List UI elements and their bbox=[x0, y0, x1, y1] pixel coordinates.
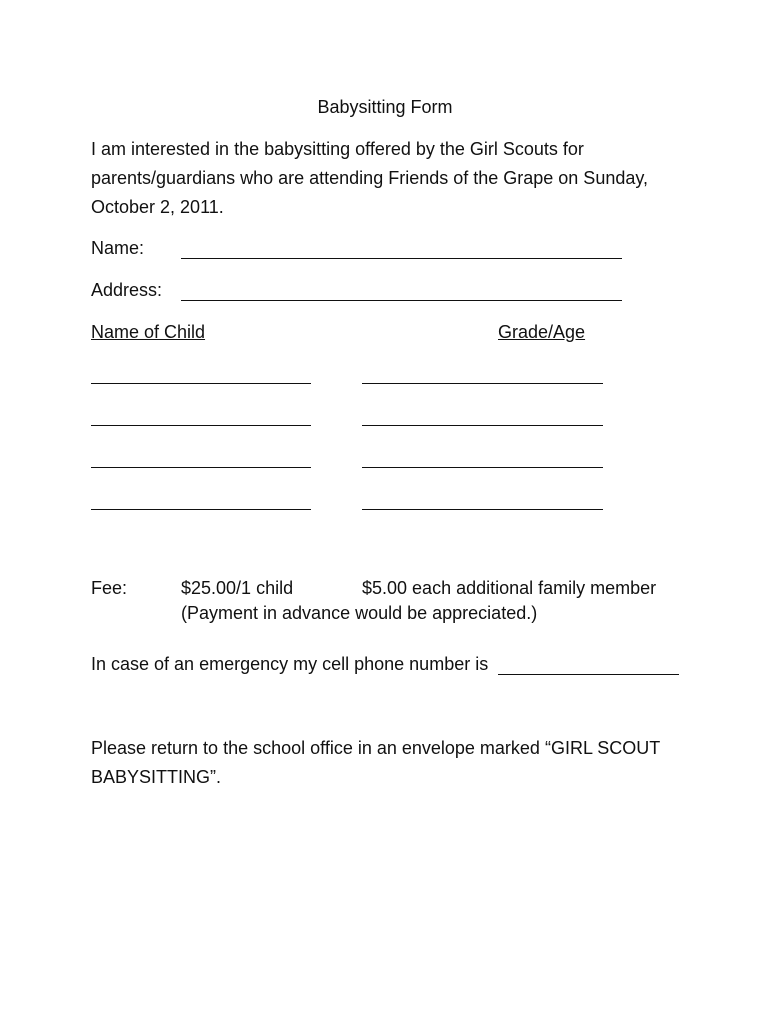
address-field-line[interactable] bbox=[181, 300, 622, 301]
grade-age-header: Grade/Age bbox=[498, 322, 586, 342]
return-instructions-line-2: BABYSITTING”. bbox=[91, 767, 222, 787]
address-label: Address: bbox=[91, 280, 163, 300]
child-name-line-4[interactable] bbox=[91, 509, 311, 510]
return-instructions-line-1: Please return to the school office in an envelope marked “GIRL SCOUT bbox=[91, 738, 661, 758]
child-name-line-2[interactable] bbox=[91, 425, 311, 426]
payment-note: (Payment in advance would be appreciated.) bbox=[181, 603, 538, 623]
name-field-line[interactable] bbox=[181, 258, 622, 259]
name-label: Name: bbox=[91, 238, 145, 258]
emergency-phone-line[interactable] bbox=[498, 674, 679, 675]
fee-label: Fee: bbox=[91, 578, 128, 598]
emergency-phone-label: In case of an emergency my cell phone number is bbox=[91, 654, 489, 674]
fee-additional: $5.00 each additional family member bbox=[362, 578, 657, 598]
grade-age-line-4[interactable] bbox=[362, 509, 603, 510]
fee-first-child: $25.00/1 child bbox=[181, 578, 294, 598]
form-title: Babysitting Form bbox=[317, 97, 453, 117]
child-name-line-3[interactable] bbox=[91, 467, 311, 468]
child-name-header: Name of Child bbox=[91, 322, 206, 342]
grade-age-line-1[interactable] bbox=[362, 383, 603, 384]
child-name-line-1[interactable] bbox=[91, 383, 311, 384]
grade-age-line-3[interactable] bbox=[362, 467, 603, 468]
grade-age-line-2[interactable] bbox=[362, 425, 603, 426]
intro-paragraph: I am interested in the babysitting offered by the Girl Scouts for parents/guardians who are attending Friends of the Grape on Sunday, October 2, 2011. bbox=[91, 139, 649, 217]
